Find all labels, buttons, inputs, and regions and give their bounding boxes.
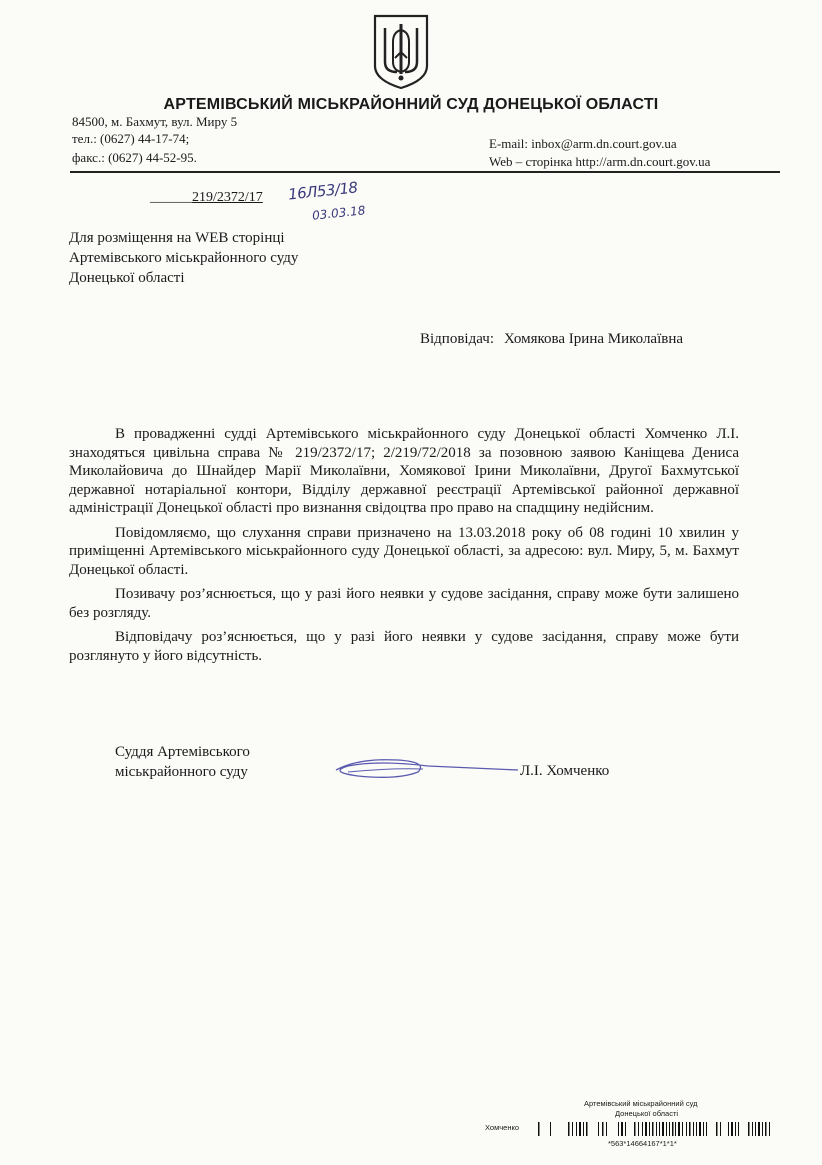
- judge-title: [115, 742, 250, 782]
- recipient-block: [69, 228, 298, 288]
- case-number: 219/2372/17: [192, 190, 263, 205]
- court-phone: тел.: (0627) 44-17-74;: [72, 131, 190, 146]
- respondent-line: [420, 331, 683, 348]
- barcode-code: *563*14664167*1*1*: [608, 1139, 677, 1148]
- respondent-name: Хомякова Ірина Миколаївна: [503, 331, 684, 347]
- case-ref-prefix: ______: [150, 190, 192, 205]
- body-paragraph: Повідомляємо, що слухання справи призначено на 13.03.2018 року об 08 годині 10 хвилин у приміщенні Артемівського міськрайонного суду Донецької області, за адресою: вул. Миру, 5, м. Бахмут Донецької області.: [69, 524, 739, 578]
- recipient-line: Артемівського міськрайонного суду: [69, 250, 299, 266]
- handwritten-date: 03.03.18: [311, 203, 367, 223]
- stamp-region-line: Донецької області: [615, 1109, 679, 1118]
- court-fax: факс.: (0627) 44-52-95.: [72, 150, 197, 165]
- judge-title-line: міськрайонного суду: [115, 764, 248, 780]
- judge-name: Л.І. Хомченко: [520, 763, 610, 779]
- court-name-heading: АРТЕМІВСЬКИЙ МІСЬКРАЙОННИЙ СУД ДОНЕЦЬКОЇ ОБЛАСТІ: [163, 96, 659, 113]
- court-address: 84500, м. Бахмут, вул. Миру 5: [72, 114, 238, 129]
- handwritten-signature: [318, 752, 518, 782]
- body-paragraph: Відповідачу роз’яснюється, що у разі його неявки у судове засідання, справу може бути розглянуто у його відсутність.: [69, 629, 739, 664]
- coat-of-arms-icon: [371, 12, 431, 90]
- court-web: Web – сторінка http://arm.dn.court.gov.ua: [489, 154, 711, 169]
- stamp-court-line: Артемівський міськрайонний суд: [584, 1099, 698, 1108]
- barcode: [538, 1120, 778, 1140]
- header-divider: [70, 171, 780, 173]
- respondent-label: Відповідач:: [420, 331, 494, 347]
- case-reference: [150, 190, 263, 206]
- court-email: E-mail: inbox@arm.dn.court.gov.ua: [489, 136, 677, 151]
- body-paragraph: Позивачу роз’яснюється, що у разі його неявки у судове засідання, справу може бути залишено без розгляду.: [69, 586, 739, 621]
- handwritten-registration: 16Л53/18: [287, 178, 359, 204]
- body-paragraph: В провадженні судді Артемівського міськрайонного суду Донецької області Хомченко Л.І. знаходяться цивільна справа № 219/2372/17; 2/219/72/2018 за позовною заявою Каніщева Дениса Миколайовича до Шнайдер Марії Миколаївни, Хомякової Ірини Миколаївни, Другої Бахмутської державної нотаріальної контори, Відділу державної реєстрації Артемівської районної державної адміністрації Донецької області про визнання свідоцтва про право на спадщину недійсним.: [69, 426, 739, 516]
- notice-body: [69, 425, 739, 671]
- recipient-line: Для розміщення на WEB сторінці: [69, 230, 285, 246]
- judge-title-line: Суддя Артемівського: [115, 744, 250, 760]
- recipient-line: Донецької області: [69, 270, 185, 286]
- stamp-judge-name: Хомченко: [485, 1123, 520, 1132]
